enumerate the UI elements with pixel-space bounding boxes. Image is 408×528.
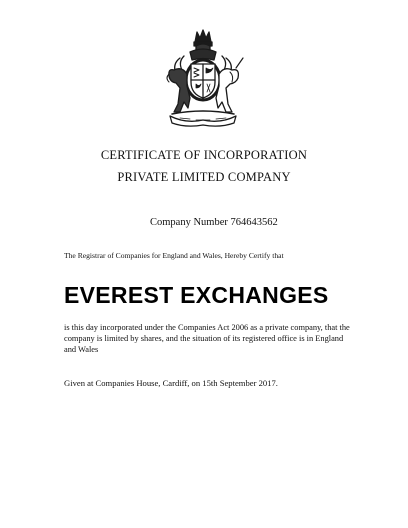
company-type-heading: PRIVATE LIMITED COMPANY bbox=[117, 170, 291, 184]
registrar-statement: The Registrar of Companies for England and Wales, Hereby Certify that bbox=[64, 251, 284, 260]
given-at-statement: Given at Companies House, Cardiff, on 15th September 2017. bbox=[64, 378, 278, 388]
certificate-title: CERTIFICATE OF INCORPORATION bbox=[100, 148, 308, 162]
royal-coat-of-arms-icon bbox=[160, 28, 246, 128]
incorporation-statement: is this day incorporated under the Companies Act 2006 as a private company, that the company is limited by shares, and the situation of its registered office is in England and Wales bbox=[64, 323, 350, 354]
company-name: EVEREST EXCHANGES bbox=[64, 282, 329, 308]
company-number: Company Number 764643562 bbox=[150, 217, 278, 228]
